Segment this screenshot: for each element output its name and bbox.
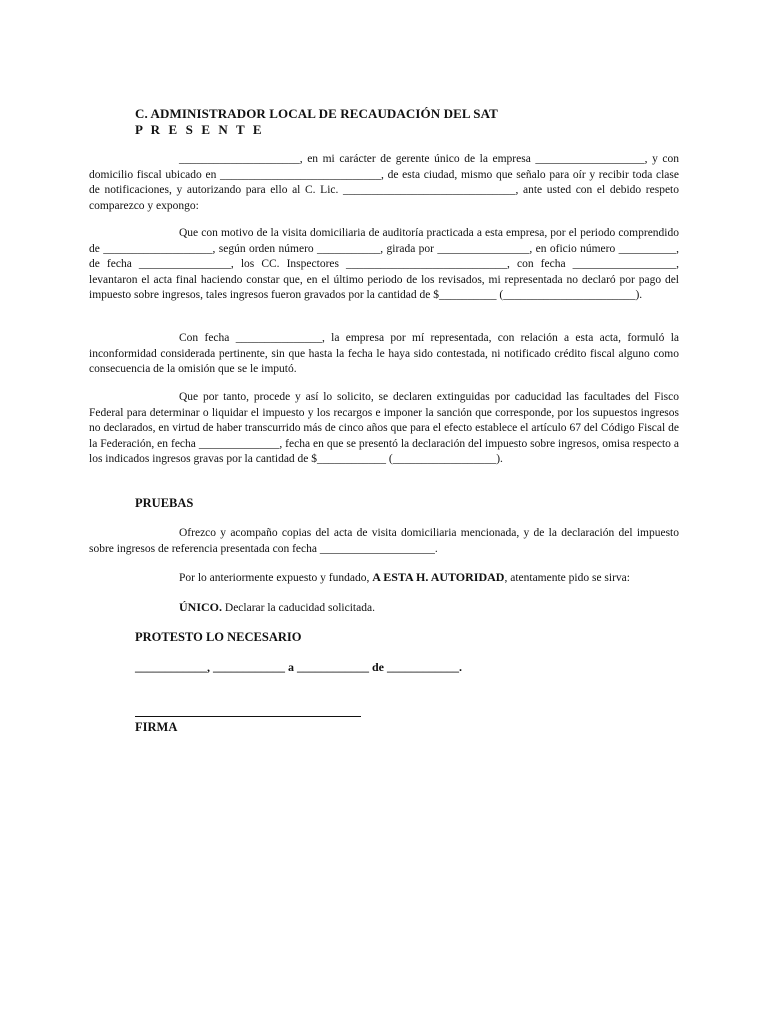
firma-label: FIRMA — [135, 720, 178, 734]
paragraph-request — [89, 390, 679, 468]
paragraph-evidence — [89, 526, 679, 557]
paragraph-audit-text: Que con motivo de la visita domiciliaria de auditoría practicada a esta empresa, por el periodo comprendido de ___________________, según orden número ___________, girada por ________________, en oficio número __________, de fecha ________________, los CC. Inspectores ____________________________, con fecha __________________, levantaron el acta final haciendo constar que, en el último periodo de los revisados, mi representada no declaró por pago del impuesto sobre ingresos, tales ingresos fueron gravados por la cantidad de $__________ (_______________________). — [89, 227, 679, 301]
paragraph-intro-text: _____________________, en mi carácter de gerente único de la empresa ___________________, y con domicilio fiscal ubicado en ____________________________, de esta ciudad, mismo que señalo para oír y recibir toda clase de notificaciones, y autorizando para ello al C. Lic. ______________________________, ante usted con el debido respeto comparezco y expongo: — [89, 153, 679, 212]
signature-line — [135, 716, 361, 717]
paragraph-intro — [89, 152, 679, 214]
closing-request-line — [179, 570, 630, 585]
date-place-line: ____________, ____________ a ____________ de ____________. — [135, 660, 462, 674]
paragraph-inconformity-text: Con fecha _______________, la empresa por mí representada, con relación a esta acta, formuló la inconformidad considerada pertinente, sin que hasta la fecha le haya sido contestada, ni notificado crédito fiscal alguno como consecuencia de la omisión que se le imputó. — [89, 332, 679, 375]
paragraph-audit — [89, 226, 679, 304]
paragraph-request-text: Que por tanto, procede y así lo solicito, se declaren extinguidas por caducidad las facultades del Fisco Federal para determinar o liquidar el impuesto y los recargos e imponer la sanción que corresponde, por los supuestos ingresos no declarados, en virtud de haber transcurrido más de cinco años que para el efecto establece el artículo 67 del Código Fiscal de la Federación, en fecha ______________, fecha en que se presentó la declaración del impuesto sobre ingresos, omisa respecto a los indicados ingresos gravas por la cantidad de $____________ (__________________). — [89, 391, 679, 465]
closing-authority: A ESTA H. AUTORIDAD — [372, 570, 505, 584]
closing-request-post: , atentamente pido se sirva: — [504, 572, 630, 584]
unico-text: Declarar la caducidad solicitada. — [222, 602, 375, 614]
pruebas-heading: PRUEBAS — [135, 496, 194, 510]
presente-heading: P R E S E N T E — [135, 122, 265, 137]
paragraph-inconformity — [89, 331, 679, 378]
paragraph-evidence-text: Ofrezco y acompaño copias del acta de visita domiciliaria mencionada, y de la declaración del impuesto sobre ingresos de referencia presentada con fecha ____________________. — [89, 527, 679, 555]
addressee-heading: C. ADMINISTRADOR LOCAL DE RECAUDACIÓN DEL SAT — [135, 106, 498, 121]
unico-line — [179, 600, 375, 615]
protesto-heading: PROTESTO LO NECESARIO — [135, 630, 302, 644]
closing-request-pre: Por lo anteriormente expuesto y fundado, — [179, 572, 373, 584]
unico-label: ÚNICO. — [179, 600, 223, 614]
